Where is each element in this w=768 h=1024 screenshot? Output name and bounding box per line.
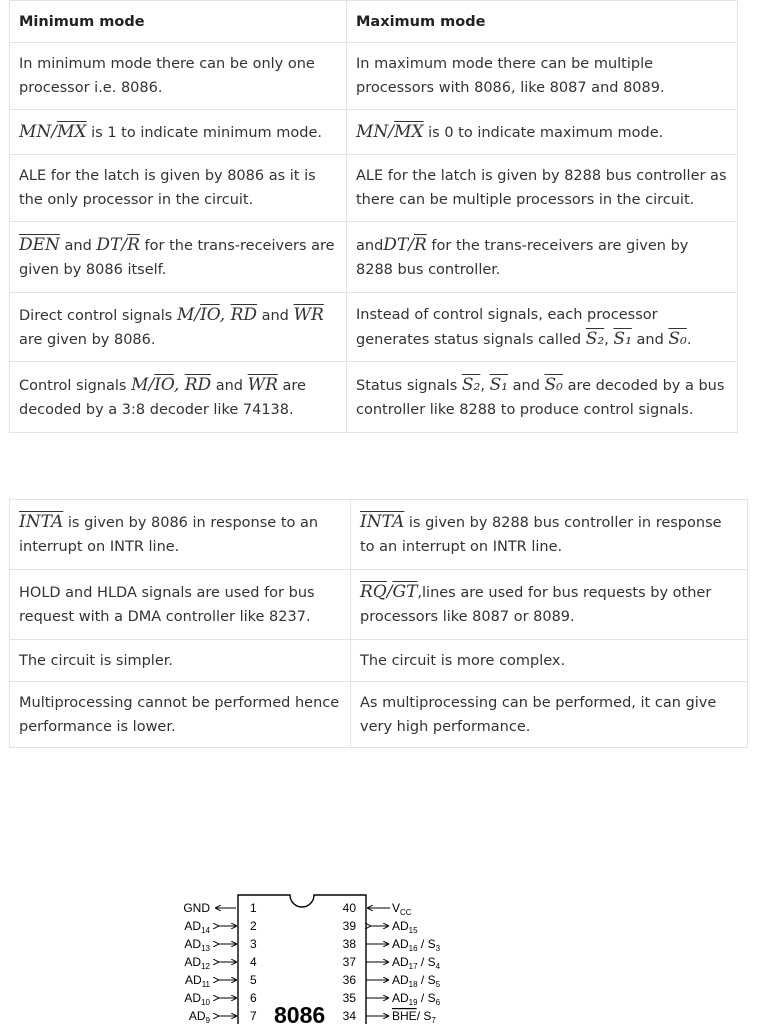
cell-text: are decoded by a 3:8 decoder like 74138. (19, 377, 306, 418)
pin-name-label: $AD_{16} / S_3$ (392, 937, 441, 953)
pin-2 (184, 919, 257, 935)
table-row (10, 362, 738, 433)
pin-name-label: $AD_{11}$ (185, 973, 210, 989)
table-header-row (10, 1, 738, 43)
cell-text: is given by 8086 in response to an interrupt on INTR line. (19, 515, 319, 555)
pin-name-label: $AD_{19} / S_6$ (392, 991, 441, 1007)
table-row (10, 155, 738, 222)
left-pin-group (183, 901, 257, 1024)
mn-mx-symbol: $MN/\overline{MX}$ (19, 121, 87, 142)
wr-symbol: $\overline{WR}$ (247, 374, 278, 395)
cell-text: is 1 to indicate minimum mode. (86, 124, 323, 141)
cell-min (10, 293, 347, 362)
dt-r-symbol: $DT/\overline{R}$ (96, 234, 140, 255)
pin-7 (189, 1009, 257, 1024)
pin-number-label: 3 (250, 937, 257, 951)
cell-text: for the trans-receivers are given by 8288 bus controller. (356, 237, 689, 278)
pin-name-label: $AD_9$ (188, 1009, 210, 1024)
header-minimum-mode: Minimum mode (10, 1, 347, 43)
pin-5 (185, 973, 257, 989)
s1-symbol: S₁ (613, 328, 632, 349)
pin-number-label: 40 (342, 901, 356, 915)
chip-label: 8086 (274, 1002, 326, 1024)
pin-number-label: 4 (250, 955, 257, 969)
s2-symbol: S₂ (461, 374, 481, 395)
pin-number-label: 6 (250, 991, 257, 1005)
pin-34 (343, 1009, 437, 1024)
wr-symbol: $\overline{WR}$ (293, 304, 324, 325)
s1-symbol: S₁ (489, 374, 509, 395)
cell-min: ALE for the latch is given by 8086 as it is the only processor in the circuit. (10, 155, 347, 222)
cell-text: . (686, 331, 692, 348)
pin-3 (184, 937, 257, 953)
pin-number-label: 34 (342, 1009, 356, 1023)
pin-name-label: $AD_{12}$ (184, 955, 210, 971)
pin-name-label: GND (183, 901, 210, 915)
table-row (10, 43, 738, 110)
rq-gt-symbol: $\overline{RQ}/\overline{GT}$ (360, 582, 418, 602)
cell-max: In maximum mode there can be multiple processors with 8086, like 8087 and 8089. (347, 43, 738, 110)
cell-min (10, 500, 351, 570)
pin-name-label: $AD_{14}$ (184, 919, 210, 935)
pin-37 (343, 955, 441, 971)
pinout-diagram-8086 (170, 892, 470, 1024)
den-symbol: $\overline{DEN}$ (19, 234, 60, 255)
pin-name-label: $AD_{17} / S_4$ (392, 955, 441, 971)
cell-min (10, 222, 347, 293)
cell-text: Control signals (19, 377, 132, 394)
inta-symbol: INTA (19, 512, 64, 532)
pin-40 (343, 901, 412, 917)
cell-text: and (59, 237, 97, 254)
cell-max: Instead of control signals, each processor generates status signals called S₂, S₁ and S₀. (347, 293, 738, 362)
m-io-symbol: $M/\overline{IO}$, $\overline{RD}$ (176, 304, 257, 325)
cell-text: is given by 8288 bus controller in response to an interrupt on INTR line. (360, 515, 722, 555)
s0-symbol: S₀ (544, 374, 563, 395)
pin-39 (343, 919, 418, 935)
table-row (10, 500, 748, 570)
pin-number-label: 7 (250, 1009, 257, 1023)
pin-name-label: $AD_{10}$ (184, 991, 210, 1007)
cell-min: In minimum mode there can be only one processor i.e. 8086. (10, 43, 347, 110)
cell-min: Multiprocessing cannot be performed hence performance is lower. (10, 682, 351, 748)
cell-min: HOLD and HLDA signals are used for bus request with a DMA controller like 8237. (10, 570, 351, 640)
cell-max (351, 500, 748, 570)
cell-max: ALE for the latch is given by 8288 bus controller as there can be multiple processors in the circuit. (347, 155, 738, 222)
s0-symbol: S₀ (668, 328, 687, 349)
pin-number-label: 5 (250, 973, 257, 987)
cell-text: is 0 to indicate maximum mode. (423, 124, 664, 141)
table-row (10, 110, 738, 155)
cell-text: ,lines are used for bus requests by other processors like 8087 or 8089. (360, 585, 712, 625)
table-row (10, 222, 738, 293)
pin-38 (343, 937, 441, 953)
cell-max: As multiprocessing can be performed, it can give very high performance. (351, 682, 748, 748)
cell-max (347, 110, 738, 155)
right-pin-group (343, 901, 441, 1024)
mx-overline: $\overline{MX}$ (394, 121, 424, 142)
cell-text: Direct control signals (19, 307, 177, 324)
pin-name-label: $V_{CC}$ (392, 901, 412, 917)
pin-name-label: $AD_{13}$ (184, 937, 210, 953)
inta-symbol: INTA (360, 512, 405, 532)
mn-mx-symbol: $MN/\overline{MX}$ (356, 121, 424, 142)
comparison-table-2 (9, 499, 748, 748)
pin-number-label: 2 (250, 919, 257, 933)
table-row (10, 293, 738, 362)
cell-text: for the trans-receivers are given by 8086 itself. (19, 237, 335, 278)
cell-max: The circuit is more complex. (351, 640, 748, 682)
pin-number-label: 39 (342, 919, 356, 933)
pin-number-label: 36 (342, 973, 356, 987)
pin-number-label: 35 (342, 991, 356, 1005)
pin-36 (343, 973, 441, 989)
cell-min (10, 110, 347, 155)
pin-1 (183, 901, 257, 915)
header-maximum-mode: Maximum mode (347, 1, 738, 43)
table-row (10, 640, 748, 682)
cell-text: Instead of control signals, each processor generates status signals called (356, 306, 658, 348)
table-row (10, 682, 748, 748)
cell-max (351, 570, 748, 640)
pin-35 (343, 991, 441, 1007)
pin-number-label: 1 (250, 901, 257, 915)
pin-name-label: BHE/ $S_7$ (392, 1009, 436, 1024)
pin-6 (184, 991, 257, 1007)
pin-number-label: 37 (342, 955, 356, 969)
comparison-table-1 (9, 0, 738, 433)
pin-name-label: $AD_{15}$ (392, 919, 418, 935)
cell-max (347, 222, 738, 293)
m-io-symbol: $M/\overline{IO}$, $\overline{RD}$ (131, 374, 212, 395)
pin-name-label: $AD_{18} / S_5$ (392, 973, 441, 989)
cell-text: and (257, 307, 294, 324)
cell-min: The circuit is simpler. (10, 640, 351, 682)
dt-r-symbol: $DT/\overline{R}$ (383, 234, 427, 255)
s2-symbol: S₂ (585, 328, 605, 349)
table-row (10, 570, 748, 640)
cell-text: Status signals (356, 377, 462, 394)
pin-number-label: 38 (342, 937, 356, 951)
pin-4 (184, 955, 257, 971)
mx-overline: $\overline{MX}$ (57, 121, 87, 142)
cell-text: and (356, 237, 384, 254)
cell-text: are decoded by a bus controller like 8288 to produce control signals. (356, 377, 725, 418)
cell-text: are given by 8086. (19, 331, 156, 348)
cell-max: Status signals S₂, S₁ and S₀ are decoded by a bus controller like 8288 to produce control signals. (347, 362, 738, 433)
cell-min: Control signals $M/\overline{IO}$, $\overline{RD}$ and $\overline{WR}$ are decoded by a 3:8 decoder like 74138. (10, 362, 347, 433)
